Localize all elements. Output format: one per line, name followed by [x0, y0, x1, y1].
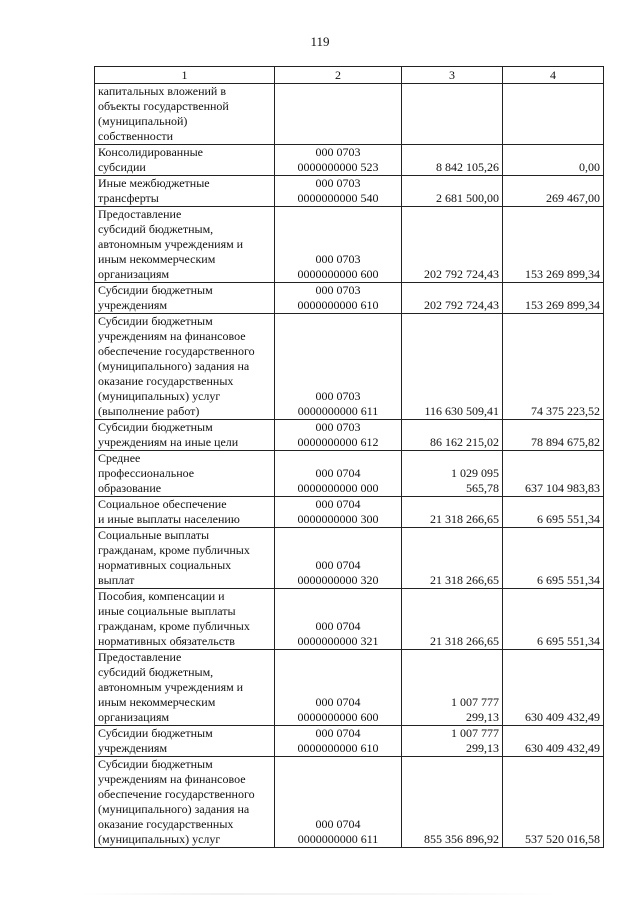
column-header-3: 3: [402, 67, 503, 84]
amount-column-4-cell: 630 409 432,49: [503, 726, 604, 757]
classification-code-cell: 000 0704 0000000000 611: [275, 757, 402, 848]
amount-column-4-cell: 6 695 551,34: [503, 589, 604, 650]
item-name-cell: Социальное обеспечение и иные выплаты населению: [95, 497, 275, 528]
scan-artifact: [80, 893, 560, 895]
amount-column-4-cell: 6 695 551,34: [503, 528, 604, 589]
amount-column-3-cell: 2 681 500,00: [402, 176, 503, 207]
table-row: [95, 176, 604, 207]
item-name-cell: Иные межбюджетные трансферты: [95, 176, 275, 207]
amount-column-3-cell: 855 356 896,92: [402, 757, 503, 848]
table-row: [95, 650, 604, 726]
amount-column-4-cell: 6 695 551,34: [503, 497, 604, 528]
amount-column-4-cell: 630 409 432,49: [503, 650, 604, 726]
item-name-cell: Субсидии бюджетным учреждениям на иные цели: [95, 420, 275, 451]
amount-column-3-cell: 8 842 105,26: [402, 145, 503, 176]
column-header-4: 4: [503, 67, 604, 84]
item-name-cell: капитальных вложений в объекты государственной (муниципальной) собственности: [95, 84, 275, 145]
item-name-cell: Предоставление субсидий бюджетным, автономным учреждениям и иным некоммерческим организациям: [95, 650, 275, 726]
item-name-cell: Субсидии бюджетным учреждениям на финансовое обеспечение государственного (муниципального) задания на оказание государственных (муниципальных) услуг (выполнение работ): [95, 314, 275, 420]
table-row: [95, 757, 604, 848]
table-row: [95, 589, 604, 650]
item-name-cell: Субсидии бюджетным учреждениям: [95, 283, 275, 314]
table-row: [95, 528, 604, 589]
amount-column-4-cell: 153 269 899,34: [503, 207, 604, 283]
amount-column-3-cell: 202 792 724,43: [402, 283, 503, 314]
amount-column-3-cell: 21 318 266,65: [402, 528, 503, 589]
table-row: [95, 84, 604, 145]
amount-column-3-cell: 1 029 095 565,78: [402, 451, 503, 497]
classification-code-cell: 000 0704 0000000000 600: [275, 650, 402, 726]
classification-code-cell: 000 0704 0000000000 320: [275, 528, 402, 589]
amount-column-3-cell: 202 792 724,43: [402, 207, 503, 283]
item-name-cell: Социальные выплаты гражданам, кроме публичных нормативных социальных выплат: [95, 528, 275, 589]
table-row: [95, 283, 604, 314]
amount-column-4-cell: [503, 84, 604, 145]
amount-column-3-cell: 21 318 266,65: [402, 589, 503, 650]
item-name-cell: Пособия, компенсации и иные социальные выплаты гражданам, кроме публичных нормативных обязательств: [95, 589, 275, 650]
item-name-cell: Предоставление субсидий бюджетным, автономным учреждениям и иным некоммерческим организациям: [95, 207, 275, 283]
column-header-1: 1: [95, 67, 275, 84]
budget-table: [94, 66, 604, 848]
item-name-cell: Среднее профессиональное образование: [95, 451, 275, 497]
amount-column-3-cell: 1 007 777 299,13: [402, 650, 503, 726]
amount-column-3-cell: 1 007 777 299,13: [402, 726, 503, 757]
amount-column-4-cell: 537 520 016,58: [503, 757, 604, 848]
item-name-cell: Субсидии бюджетным учреждениям на финансовое обеспечение государственного (муниципального) задания на оказание государственных (муниципальных) услуг: [95, 757, 275, 848]
amount-column-4-cell: 153 269 899,34: [503, 283, 604, 314]
amount-column-3-cell: 116 630 509,41: [402, 314, 503, 420]
amount-column-4-cell: 637 104 983,83: [503, 451, 604, 497]
table-row: [95, 497, 604, 528]
table-row: [95, 145, 604, 176]
amount-column-4-cell: 0,00: [503, 145, 604, 176]
amount-column-3-cell: 86 162 215,02: [402, 420, 503, 451]
classification-code-cell: 000 0704 0000000000 610: [275, 726, 402, 757]
amount-column-4-cell: 78 894 675,82: [503, 420, 604, 451]
table-row: [95, 314, 604, 420]
amount-column-4-cell: 74 375 223,52: [503, 314, 604, 420]
classification-code-cell: 000 0704 0000000000 000: [275, 451, 402, 497]
table-row: [95, 726, 604, 757]
table-row: [95, 207, 604, 283]
table-body: [95, 84, 604, 848]
table-header-row: [95, 67, 604, 84]
classification-code-cell: 000 0704 0000000000 300: [275, 497, 402, 528]
column-header-2: 2: [275, 67, 402, 84]
classification-code-cell: 000 0703 0000000000 540: [275, 176, 402, 207]
classification-code-cell: 000 0704 0000000000 321: [275, 589, 402, 650]
page-number: 119: [310, 34, 330, 49]
classification-code-cell: 000 0703 0000000000 612: [275, 420, 402, 451]
item-name-cell: Консолидированные субсидии: [95, 145, 275, 176]
classification-code-cell: 000 0703 0000000000 610: [275, 283, 402, 314]
item-name-cell: Субсидии бюджетным учреждениям: [95, 726, 275, 757]
amount-column-3-cell: 21 318 266,65: [402, 497, 503, 528]
classification-code-cell: 000 0703 0000000000 611: [275, 314, 402, 420]
table-row: [95, 451, 604, 497]
amount-column-4-cell: 269 467,00: [503, 176, 604, 207]
classification-code-cell: 000 0703 0000000000 523: [275, 145, 402, 176]
table-row: [95, 420, 604, 451]
classification-code-cell: 000 0703 0000000000 600: [275, 207, 402, 283]
amount-column-3-cell: [402, 84, 503, 145]
classification-code-cell: [275, 84, 402, 145]
